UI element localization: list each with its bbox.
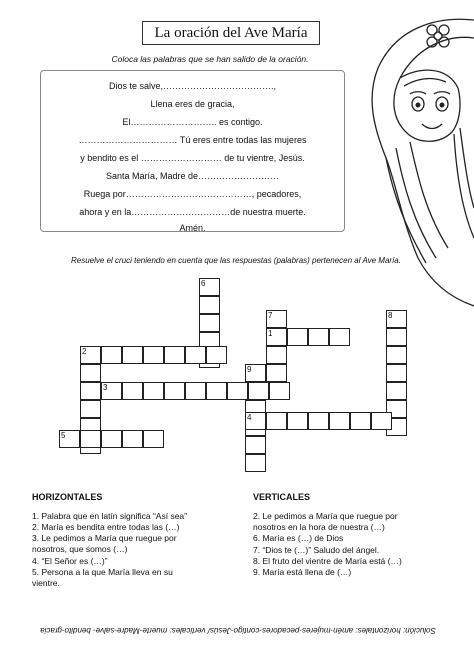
crossword-cell[interactable]	[386, 328, 407, 346]
crossword-cell[interactable]	[371, 412, 392, 430]
crossword-number: 1	[268, 329, 273, 338]
clue-h2: 2. María es bendita entre todas las (…)	[32, 522, 180, 532]
prayer-line: ahora y en la……………………………de nuestra muerte.	[79, 207, 306, 217]
clue-h1: 1. Palabra que en latín significa “Así sea”	[32, 511, 187, 521]
crossword-cell[interactable]	[350, 412, 371, 430]
crossword-cell[interactable]	[101, 346, 122, 364]
crossword-cell[interactable]	[329, 412, 350, 430]
crossword-cell[interactable]	[329, 328, 350, 346]
crossword-cell[interactable]	[122, 382, 143, 400]
prayer-line: Amén.	[179, 223, 206, 233]
prayer-line: Santa María, Madre de………………………	[105, 171, 280, 181]
crossword-cell[interactable]	[185, 382, 206, 400]
crossword-cell[interactable]	[227, 382, 248, 400]
crossword-cell[interactable]	[206, 346, 227, 364]
crossword-cell[interactable]	[266, 412, 287, 430]
prayer-line: Llena eres de gracia,	[150, 99, 235, 109]
crossword-cell[interactable]	[80, 382, 101, 400]
crossword-cell[interactable]	[386, 382, 407, 400]
prayer-line: …………………………… Tú eres entre todas las mujeres	[78, 135, 307, 145]
crossword-cell[interactable]	[308, 412, 329, 430]
crossword-cell[interactable]	[248, 382, 269, 400]
prayer-box	[40, 70, 345, 232]
clue-v7: 7. “Dios te (…)” Saludo del ángel.	[253, 545, 380, 555]
crossword-cell[interactable]	[287, 412, 308, 430]
solution-text: Solución: horizontales: amén-mujeres-pecadores-contigo-Jesús/ verticales: muerte-Madre-salve- bendito-gracia	[40, 626, 436, 635]
prayer-line: Ruega por……………………………………, pecadores,	[83, 189, 302, 199]
clue-h5: 5. Persona a la que María lleva en su vientre.	[32, 567, 173, 588]
crossword-cell[interactable]	[269, 382, 290, 400]
crossword-cell[interactable]	[266, 346, 287, 364]
crossword-cell[interactable]	[122, 430, 143, 448]
prayer-line: El……………………….. es contigo.	[122, 117, 263, 127]
crossword-cell[interactable]	[199, 314, 220, 332]
crossword-cell[interactable]	[245, 454, 266, 472]
crossword-cell[interactable]	[185, 346, 206, 364]
crossword-cell[interactable]	[206, 382, 227, 400]
crossword-cell[interactable]	[143, 346, 164, 364]
crossword-cell[interactable]	[164, 346, 185, 364]
crossword-instruction: Resuelve el cruci teniendo en cuenta que las respuestas (palabras) pertenecen al Ave María.	[71, 256, 401, 265]
crossword-number: 6	[201, 279, 206, 288]
crossword-cell[interactable]	[386, 364, 407, 382]
crossword-number: 4	[247, 413, 252, 422]
clue-v2: 2. Le pedimos a María que ruegue por nosotros en la hora de nuestra (…)	[253, 511, 398, 532]
crossword-cell[interactable]	[80, 364, 101, 382]
clue-h4: 4. “El Señor es (…)”	[32, 556, 108, 566]
clue-h3: 3. Le pedimos a María que ruegue por nosotros, que somos (…)	[32, 533, 177, 554]
crossword-cell[interactable]	[80, 400, 101, 418]
crossword-number: 8	[388, 311, 393, 320]
crossword-cell[interactable]	[199, 296, 220, 314]
crossword-number: 2	[82, 347, 87, 356]
crossword-number: 7	[268, 311, 273, 320]
crossword-cell[interactable]	[386, 346, 407, 364]
crossword-cell[interactable]	[101, 430, 122, 448]
crossword-number: 3	[103, 383, 108, 392]
page-title: La oración del Ave María	[142, 21, 320, 45]
crossword-cell[interactable]	[308, 328, 329, 346]
crossword-cell[interactable]	[245, 436, 266, 454]
crossword-cell[interactable]	[80, 430, 101, 448]
clue-v8: 8. El fruto del vientre de María está (…)	[253, 556, 402, 566]
crossword-cell[interactable]	[122, 346, 143, 364]
prayer-line: y bendito es el ……………………… de tu vientre, Jesús.	[80, 153, 305, 163]
fill-instruction: Coloca las palabras que se han salido de la oración.	[111, 54, 309, 64]
crossword-cell[interactable]	[164, 382, 185, 400]
clue-v9: 9. María está llena de (…)	[253, 567, 352, 577]
crossword-cell[interactable]	[287, 328, 308, 346]
crossword-number: 5	[61, 431, 66, 440]
crossword-cell[interactable]	[143, 430, 164, 448]
crossword-cell[interactable]	[266, 364, 287, 382]
prayer-line: Dios te salve,……………………………….,	[108, 81, 277, 91]
clue-v6: 6. María es (…) de Dios	[253, 533, 344, 543]
crossword-number: 9	[247, 365, 252, 374]
horizontales-heading: HORIZONTALES	[32, 492, 103, 502]
crossword-cell[interactable]	[143, 382, 164, 400]
verticales-heading: VERTICALES	[253, 492, 311, 502]
